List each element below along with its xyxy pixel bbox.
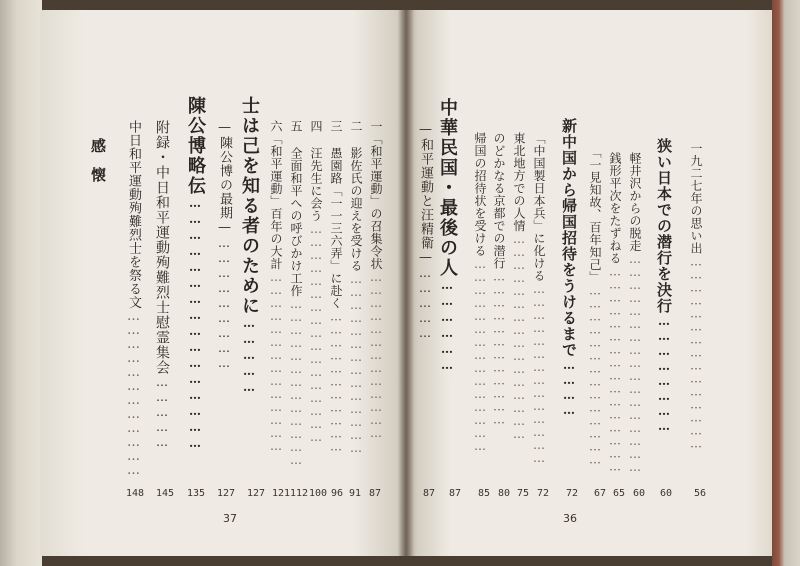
toc-subtitle: —和平運動と汪精衛—……………	[418, 122, 433, 341]
toc-entry: 「中国製日本兵」に化ける……………………………………	[532, 132, 546, 464]
toc-chapter-heading: 士は己を知る者のために……………	[239, 96, 260, 396]
toc-entry: 五 全面和平への呼びかけ工作…………………………………	[289, 120, 303, 466]
page-folio: 36	[563, 512, 577, 525]
toc-page-number: 127	[216, 488, 236, 499]
toc-page-number: 72	[565, 488, 579, 499]
toc-entry: 一「和平運動」の召集令状…………………………………	[369, 120, 383, 439]
toc-page-number: 60	[632, 488, 646, 499]
toc-chapter-heading: 中華民国・最後の人………………	[437, 98, 458, 374]
toc-page-number: 100	[308, 488, 328, 499]
toc-page-number: 87	[448, 488, 462, 499]
toc-page-number: 85	[477, 488, 491, 499]
toc-page-number: 112	[289, 488, 309, 499]
toc-page-number: 135	[186, 488, 206, 499]
toc-page-number: 67	[593, 488, 607, 499]
book-spine	[398, 10, 414, 556]
book-edge-right	[772, 0, 800, 566]
toc-entry: 東北地方での人情…………………………………………	[512, 132, 526, 440]
toc-entry: のどかなる京都での潜行………………………………	[492, 132, 506, 426]
toc-chapter-heading: 陳公博略伝…………………………………………	[185, 96, 206, 452]
toc-page-number: 65	[612, 488, 626, 499]
page-folio: 37	[223, 512, 237, 525]
toc-page-number: 87	[368, 488, 382, 499]
toc-entry: 中日和平運動殉難烈士を祭る文………………………………	[126, 120, 141, 477]
toc-entry: 附録・中日和平運動殉難烈士慰霊集会……………	[154, 120, 170, 450]
toc-page-number: 121	[271, 488, 291, 499]
toc-page-number: 72	[536, 488, 550, 499]
toc-chapter-heading: 新中国から帰国招待をうけるまで…………	[560, 118, 578, 418]
book-edge-left	[0, 0, 42, 566]
toc-page-number: 60	[659, 488, 673, 499]
toc-page-number: 127	[246, 488, 266, 499]
toc-page-number: 145	[155, 488, 175, 499]
toc-entry: 三 愚園路「一一三六弄」に赴く……………………………	[329, 120, 343, 453]
toc-page-number: 87	[422, 488, 436, 499]
toc-entry: 六「和平運動」百年の大計……………………………………	[269, 120, 283, 452]
toc-page-number: 91	[348, 488, 362, 499]
toc-chapter-heading: 狭い日本での潜行を決行……………………	[655, 138, 673, 434]
toc-page-number: 80	[497, 488, 511, 499]
toc-page-number: 75	[516, 488, 530, 499]
toc-entry: 銭形平次をたずねる…………………………………………	[608, 152, 622, 473]
toc-page-number: 148	[125, 488, 145, 499]
toc-subtitle: —陳公博の最期—………………………	[217, 120, 232, 371]
toc-chapter-heading: 感懐	[89, 138, 107, 196]
toc-entry: 一九二七年の思い出………………………………………	[689, 142, 703, 450]
toc-entry: 「一見知故、百年知己」……………………………………	[588, 146, 602, 466]
toc-page-number: 96	[330, 488, 344, 499]
toc-entry: 帰国の招待状を受ける………………………………………	[473, 132, 487, 452]
toc-entry: 四 汪先生に会う……………………………………………	[309, 120, 323, 443]
toc-page-number: 56	[693, 488, 707, 499]
toc-entry: 二 影佐氏の迎えを受ける……………………………………	[349, 120, 363, 454]
toc-entry: 軽井沢からの脱走……………………………………………	[628, 152, 642, 473]
